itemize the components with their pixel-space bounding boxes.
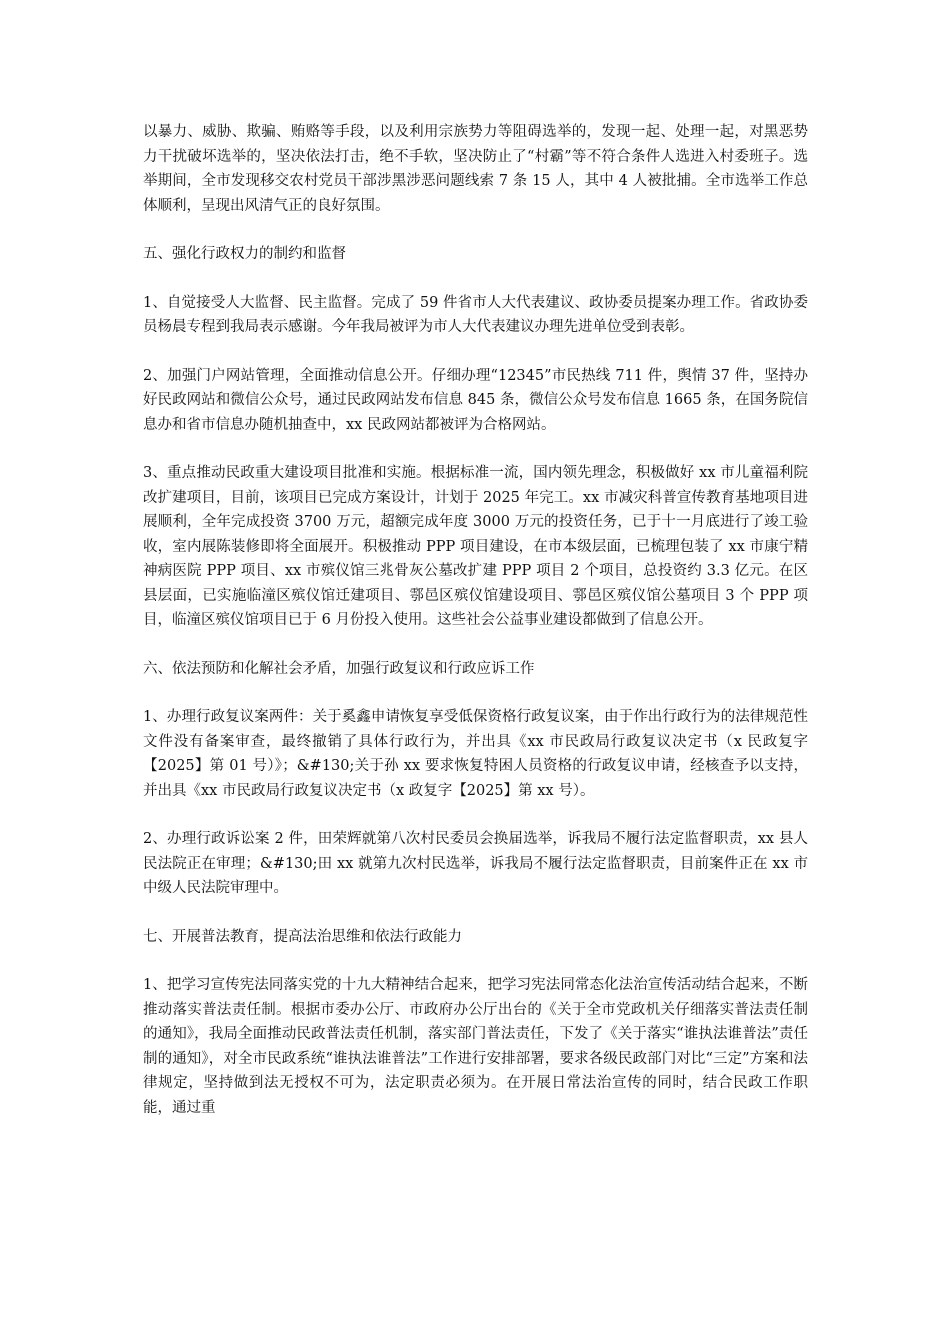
section-heading-7: 七、开展普法教育，提高法治思维和依法行政能力	[143, 928, 462, 945]
paragraph-5-3: 3、重点推动民政重大建设项目批准和实施。根据标准一流，国内领先理念，积极做好 xx 市儿童福利院改扩建项目，目前，该项目已完成方案设计，计划于 2025 年完工。xx 市减灾科普宣传教育基地项目进展顺利，全年完成投资 3700 万元，超额完成年度 3000 万元的投资任务，已于十一月底进行了竣工验收，室内展陈装修即将全面展开。积极推动 PPP 项目建设，在市本级层面，已梳理包装了 xx 市康宁精神病医院 PPP 项目、xx 市殡仪馆三兆骨灰公墓改扩建 PPP 项目 2 个项目，总投资约 3.3 亿元。在区县层面，已实施临潼区殡仪馆迁建项目、鄠邑区殡仪馆建设项目、鄠邑区殡仪馆公墓项目 3 个 PPP 项目，临潼区殡仪馆项目已于 6 月份投入使用。这些社会公益事业建设都做到了信息公开。	[143, 465, 808, 628]
paragraph-6-2: 2、办理行政诉讼案 2 件，田荣辉就第八次村民委员会换届选举，诉我局不履行法定监督职责，xx 县人民法院正在审理；&#130;田 xx 就第九次村民选举，诉我局不履行法定监督职责，目前案件正在 xx 市中级人民法院审理中。	[143, 831, 808, 896]
paragraph-election-crackdown: 以暴力、威胁、欺骗、贿赂等手段，以及利用宗族势力等阻碍选举的，发现一起、处理一起，对黑恶势力干扰破坏选举的，坚决依法打击，绝不手软，坚决防止了“村霸”等不符合条件人选进入村委班子。选举期间，全市发现移交农村党员干部涉黑涉恶问题线索 7 条 15 人，其中 4 人被批捕。全市选举工作总体顺利，呈现出风清气正的良好氛围。	[143, 124, 808, 214]
paragraph-6-1: 1、办理行政复议案两件：关于奚鑫申请恢复享受低保资格行政复议案，由于作出行政行为的法律规范性文件没有备案审查，最终撤销了具体行政行为，并出具《xx 市民政局行政复议决定书（x 民政复字【2025】第 01 号）》；&#130;关于孙 xx 要求恢复特困人员资格的行政复议申请，经核查予以支持，并出具《xx 市民政局行政复议决定书（x 政复字【2025】第 xx 号）。	[143, 709, 808, 799]
section-heading-5: 五、强化行政权力的制约和监督	[143, 246, 346, 262]
section-heading-6: 六、依法预防和化解社会矛盾，加强行政复议和行政应诉工作	[143, 660, 535, 677]
paragraph-7-1: 1、把学习宣传宪法同落实党的十九大精神结合起来，把学习宪法同常态化法治宣传活动结合起来，不断推动落实普法责任制。根据市委办公厅、市政府办公厅出台的《关于全市党政机关仔细落实普法责任制的通知》，我局全面推动民政普法责任机制，落实部门普法责任，下发了《关于落实“谁执法谁普法”责任制的通知》，对全市民政系统“谁执法谁普法”工作进行安排部署，要求各级民政部门对比“三定”方案和法律规定，坚持做到法无授权不可为，法定职责必须为。在开展日常法治宣传的同时，结合民政工作职能，通过重	[143, 977, 808, 1116]
document-body	[143, 120, 808, 1144]
paragraph-5-1: 1、自觉接受人大监督、民主监督。完成了 59 件省市人大代表建议、政协委员提案办理工作。省政协委员杨晨专程到我局表示感谢。今年我局被评为市人大代表建议办理先进单位受到表彰。	[143, 294, 808, 335]
paragraph-5-2: 2、加强门户网站管理，全面推动信息公开。仔细办理“12345”市民热线 711 件，舆情 37 件，坚持办好民政网站和微信公众号，通过民政网站发布信息 845 条，微信公众号发布信息 1665 条，在国务院信息办和省市信息办随机抽查中，xx 民政网站都被评为合格网站。	[143, 367, 808, 433]
